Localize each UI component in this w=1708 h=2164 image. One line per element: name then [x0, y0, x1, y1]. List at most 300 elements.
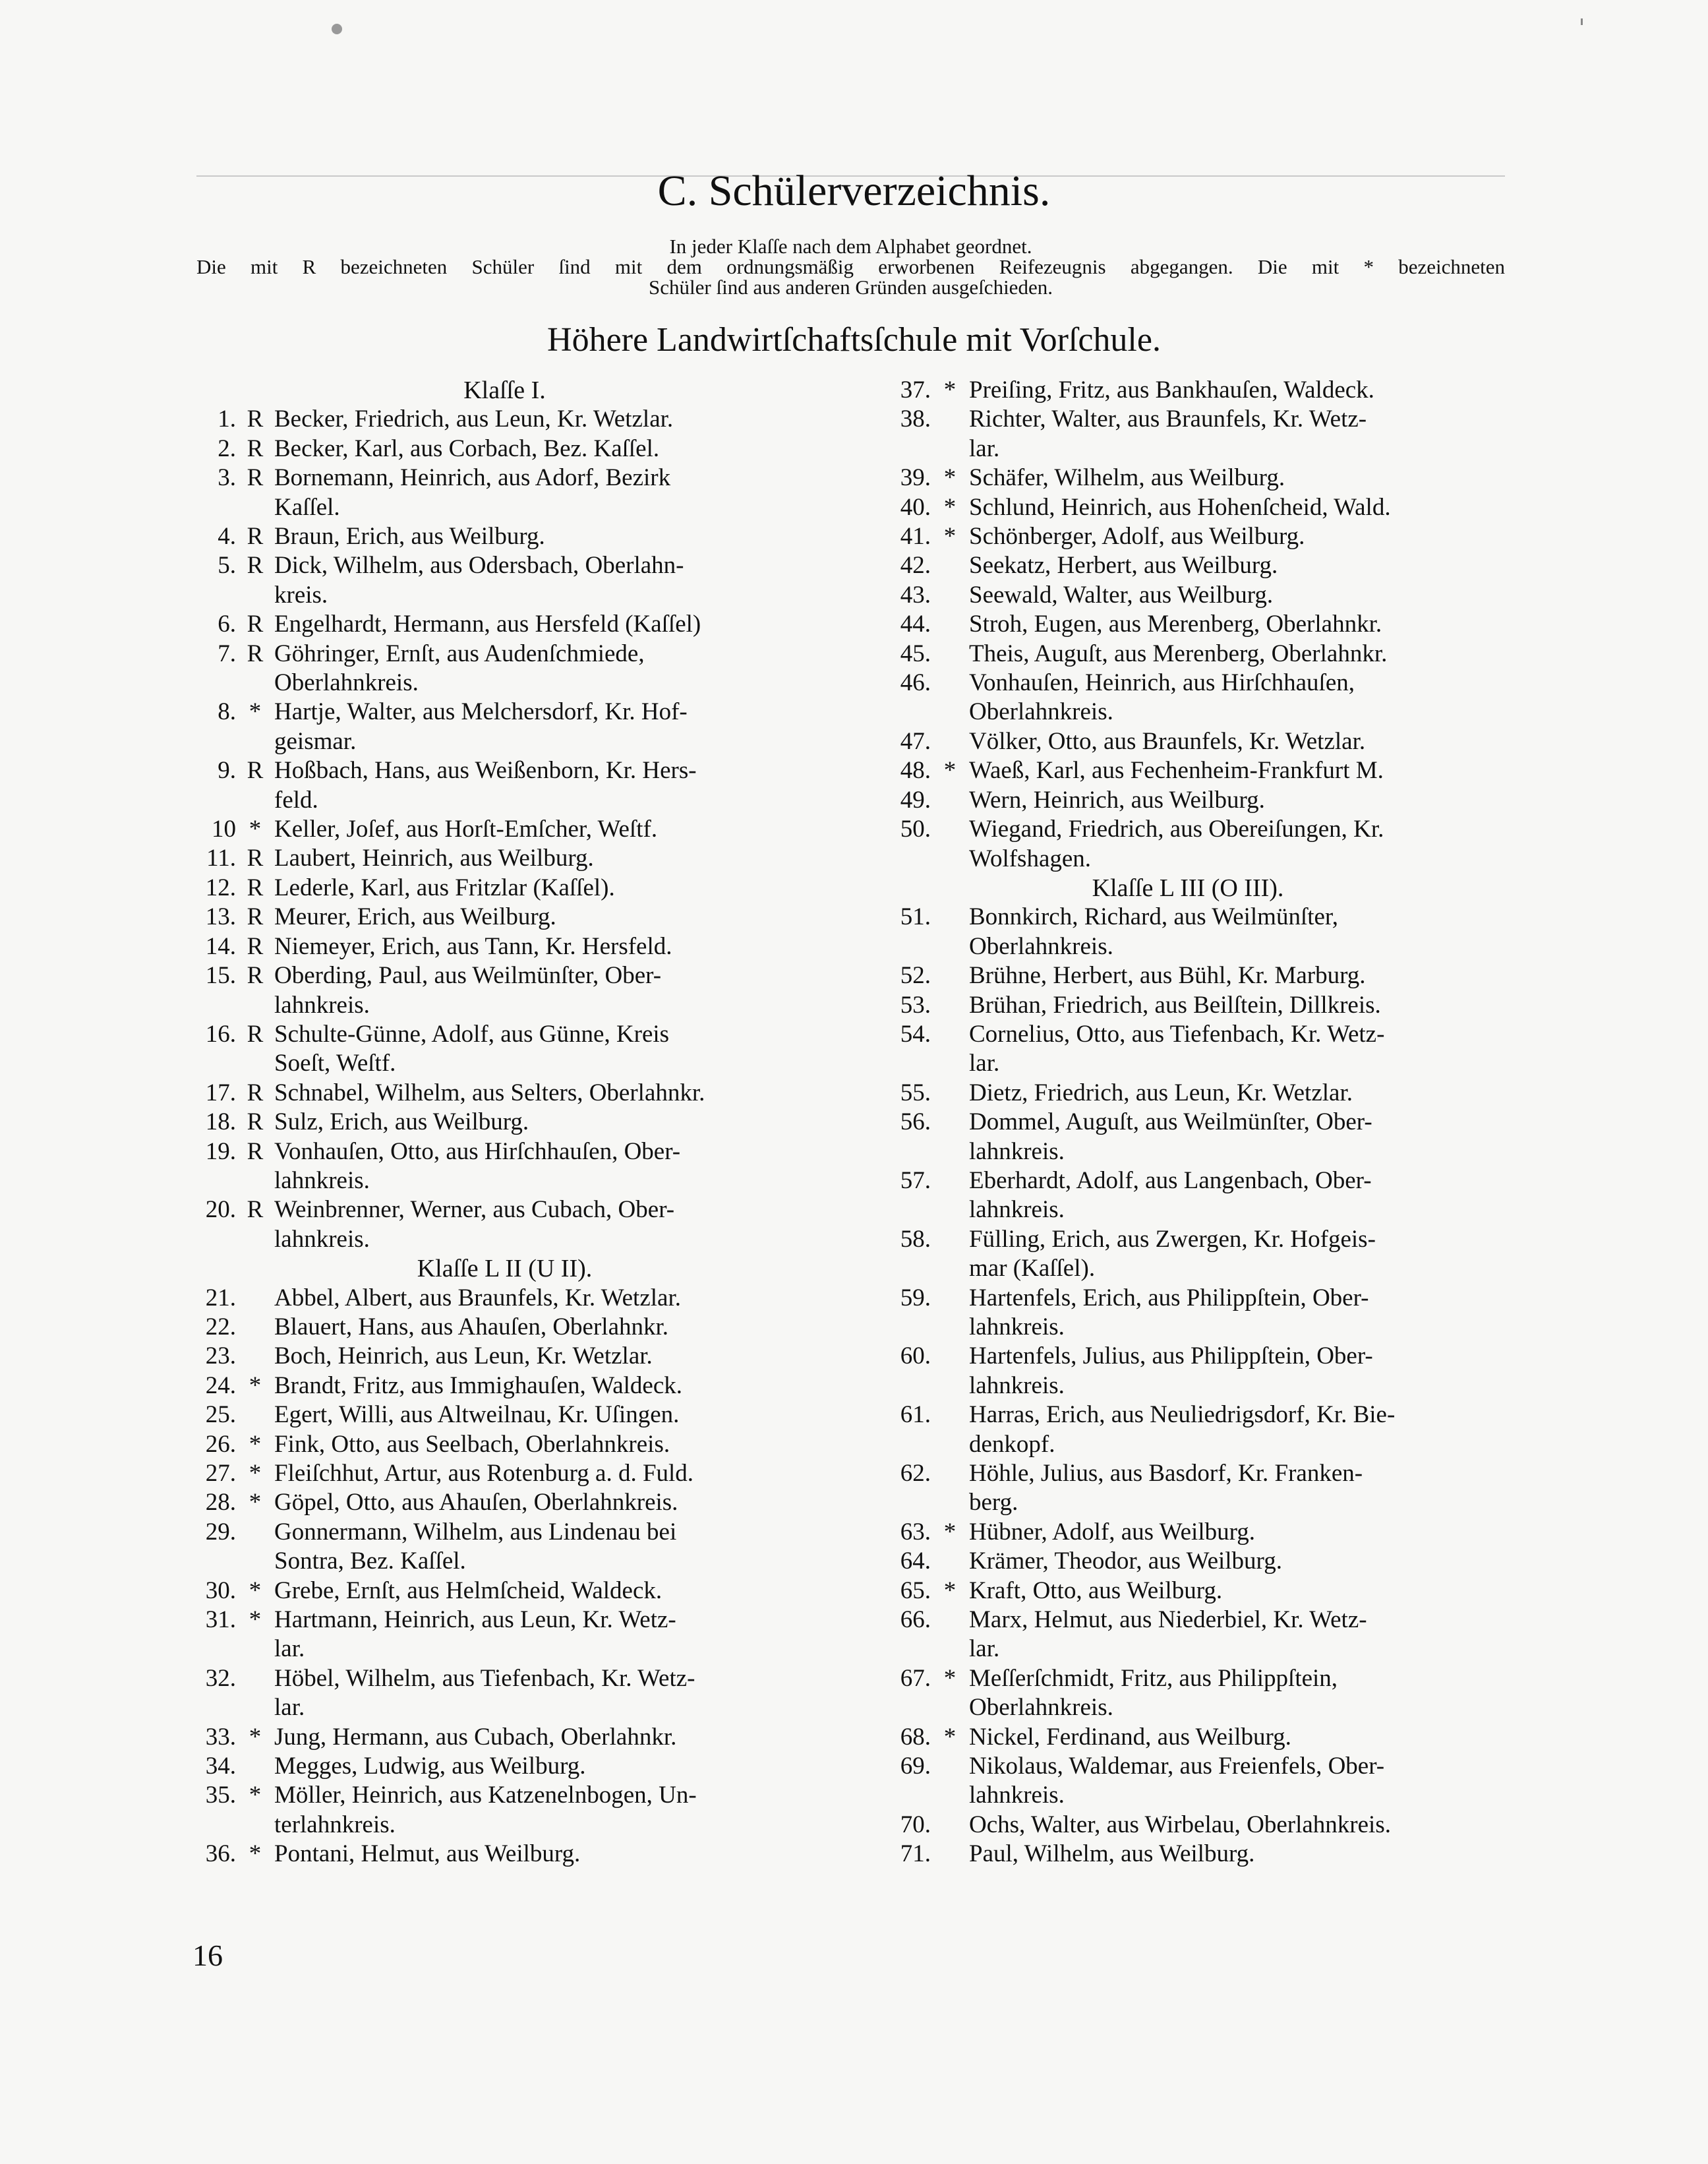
list-item [177, 698, 833, 727]
entry-text: Vonhauſen, Otto, aus Hirſchhauſen, Ober- [274, 1137, 681, 1165]
entry-number: 60. [900, 1342, 931, 1370]
entry-text: Dick, Wilhelm, aus Odersbach, Oberlahn- [274, 552, 684, 580]
entry-number [871, 845, 931, 874]
list-item [177, 669, 833, 698]
entry-number: 21. [205, 1284, 236, 1311]
entry-text: Schlund, Heinrich, aus Hohenſcheid, Wald. [969, 493, 1391, 521]
intro-note [196, 236, 1505, 297]
entry-number [177, 1635, 236, 1664]
list-item [871, 1195, 1504, 1224]
entry-text: Boch, Heinrich, aus Leun, Kr. Wetzlar. [274, 1342, 653, 1370]
entry-text: Schnabel, Wilhelm, aus Selters, Oberlahnkr. [274, 1079, 705, 1106]
list-item [871, 405, 1504, 434]
entry-number: 47. [900, 727, 931, 755]
list-item [177, 581, 833, 610]
entry-text: Megges, Ludwig, aus Weilburg. [274, 1753, 586, 1780]
list-item [871, 1313, 1504, 1342]
entry-mark: R [247, 845, 264, 872]
entry-number [177, 1049, 236, 1078]
entry-mark [931, 1547, 969, 1576]
entry-mark [931, 1752, 969, 1781]
entry-number: 22. [205, 1313, 236, 1340]
entry-number [177, 669, 236, 698]
entry-number: 41. [900, 523, 931, 551]
entry-mark [931, 1195, 969, 1224]
list-item [871, 815, 1504, 844]
entry-mark [931, 1488, 969, 1517]
entry-mark: * [943, 1664, 957, 1692]
entry-number: 39. [900, 464, 931, 492]
entry-mark [236, 1284, 274, 1313]
entry-mark [931, 1606, 969, 1635]
list-item [871, 1488, 1504, 1517]
entry-text: lahnkreis. [274, 1225, 370, 1253]
entry-number: 51. [900, 903, 931, 931]
entry-number: 2. [218, 435, 236, 462]
entry-number: 16. [205, 1020, 236, 1048]
entry-text: Vonhauſen, Heinrich, aus Hirſchhauſen, [969, 669, 1355, 697]
entry-text: lahnkreis. [969, 1313, 1065, 1340]
entry-text: Göpel, Otto, aus Ahauſen, Oberlahnkreis. [274, 1489, 678, 1517]
entry-mark: * [249, 1840, 262, 1868]
list-item [177, 1313, 833, 1342]
list-item [871, 903, 1504, 932]
list-item [177, 1547, 833, 1576]
entry-number: 38. [900, 406, 931, 433]
entry-text: Hoßbach, Hans, aus Weißenborn, Kr. Hers- [274, 757, 697, 785]
entry-text: Fink, Otto, aus Seelbach, Oberlahnkreis. [274, 1430, 670, 1458]
entry-number [177, 1811, 236, 1840]
entry-mark [931, 1459, 969, 1488]
entry-mark [236, 669, 274, 698]
entry-number: 18. [205, 1108, 236, 1136]
list-item [177, 991, 833, 1020]
entry-text: Dommel, Auguſt, aus Weilmünſter, Ober- [969, 1108, 1372, 1136]
list-item [177, 1488, 833, 1517]
entry-number: 43. [900, 581, 931, 609]
entry-mark [931, 1430, 969, 1459]
list-item [871, 640, 1504, 669]
entry-number: 15. [205, 962, 236, 990]
list-item [177, 815, 833, 844]
entry-number: 20. [205, 1196, 236, 1224]
entry-mark [931, 1840, 969, 1869]
entry-mark [931, 991, 969, 1020]
entry-number [177, 991, 236, 1020]
entry-mark [931, 1693, 969, 1722]
entry-text: Höbel, Wilhelm, aus Tiefenbach, Kr. Wetz- [274, 1664, 695, 1692]
entry-mark [236, 1166, 274, 1195]
entry-number [871, 1371, 931, 1400]
entry-text: Becker, Friedrich, aus Leun, Kr. Wetzlar. [274, 406, 674, 433]
entry-text: berg. [969, 1489, 1018, 1517]
entry-mark: * [249, 816, 262, 843]
entry-mark: * [249, 1606, 262, 1634]
entry-number: 29. [205, 1518, 236, 1546]
list-item [871, 1166, 1504, 1195]
list-item [871, 698, 1504, 727]
entry-number: 66. [900, 1606, 931, 1634]
entry-number [177, 493, 236, 522]
right-column [871, 376, 1504, 1869]
entry-mark: R [247, 406, 264, 433]
entry-mark [931, 1342, 969, 1371]
entry-mark: R [247, 1108, 264, 1136]
entry-text: Höhle, Julius, aus Basdorf, Kr. Franken- [969, 1460, 1363, 1488]
list-item [871, 581, 1504, 610]
list-item [177, 1195, 833, 1224]
entry-mark: R [247, 903, 264, 931]
entry-mark: R [247, 1079, 264, 1106]
left-column [177, 376, 833, 1869]
entry-text: geismar. [274, 727, 357, 755]
entry-mark [931, 1400, 969, 1429]
entry-mark [931, 1811, 969, 1840]
entry-mark [236, 786, 274, 815]
entry-mark [236, 1547, 274, 1576]
entry-text: Sulz, Erich, aus Weilburg. [274, 1108, 529, 1136]
list-item [177, 1108, 833, 1137]
entry-text: Lederle, Karl, aus Fritzlar (Kaſſel). [274, 874, 615, 901]
list-item [177, 932, 833, 961]
list-item [177, 1137, 833, 1166]
entry-number [871, 1430, 931, 1459]
entry-mark: R [247, 932, 264, 960]
entry-mark: R [247, 611, 264, 638]
list-item [177, 464, 833, 493]
list-item [177, 1342, 833, 1371]
list-item [871, 932, 1504, 961]
entry-mark [931, 1225, 969, 1254]
entry-mark: R [247, 1137, 264, 1165]
list-item [871, 786, 1504, 815]
entry-mark: * [249, 1460, 262, 1487]
entry-text: Hübner, Adolf, aus Weilburg. [969, 1518, 1256, 1546]
entry-number: 44. [900, 611, 931, 638]
list-item [871, 1606, 1504, 1635]
entry-number: 19. [205, 1137, 236, 1165]
entry-mark [236, 1664, 274, 1693]
list-item [871, 1781, 1504, 1810]
entry-number: 36. [205, 1840, 236, 1868]
entry-mark: * [249, 1723, 262, 1751]
list-item [177, 1811, 833, 1840]
list-item [177, 903, 833, 932]
entry-number: 58. [900, 1225, 931, 1253]
entry-number: 46. [900, 669, 931, 697]
entry-number: 53. [900, 991, 931, 1019]
entry-number: 55. [900, 1079, 931, 1106]
list-item [871, 522, 1504, 551]
list-item [871, 1752, 1504, 1781]
entry-mark: * [943, 464, 957, 492]
list-item [871, 727, 1504, 756]
entry-text: Laubert, Heinrich, aus Weilburg. [274, 845, 594, 872]
entry-number: 12. [205, 874, 236, 901]
entry-text: denkopf. [969, 1430, 1055, 1458]
entry-text: Egert, Willi, aus Altweilnau, Kr. Uſingen. [274, 1401, 680, 1429]
entry-text: Sontra, Bez. Kaſſel. [274, 1548, 466, 1575]
entry-text: Bornemann, Heinrich, aus Adorf, Bezirk [274, 464, 671, 492]
entry-mark [236, 1811, 274, 1840]
entry-text: Nickel, Ferdinand, aus Weilburg. [969, 1723, 1291, 1751]
list-item [871, 1547, 1504, 1576]
entry-number: 27. [205, 1460, 236, 1487]
page-number: 16 [192, 1939, 223, 1972]
entry-mark [931, 1254, 969, 1283]
entry-text: Nikolaus, Waldemar, aus Freienfels, Ober- [969, 1753, 1385, 1780]
entry-text: Brandt, Fritz, aus Immighauſen, Waldeck. [274, 1371, 683, 1399]
entry-mark: R [247, 757, 264, 785]
entry-mark [931, 551, 969, 580]
entry-number: 24. [205, 1371, 236, 1399]
list-item [871, 756, 1504, 785]
entry-mark [236, 1049, 274, 1078]
entry-number: 4. [218, 523, 236, 551]
entry-text: Möller, Heinrich, aus Katzenelnbogen, Un- [274, 1782, 697, 1809]
entry-text: lahnkreis. [969, 1782, 1065, 1809]
entry-text: Richter, Walter, aus Braunfels, Kr. Wetz- [969, 406, 1367, 433]
entry-number [871, 1635, 931, 1664]
entry-text: Kaſſel. [274, 493, 340, 521]
entry-number: 57. [900, 1166, 931, 1194]
entry-text: Jung, Hermann, aus Cubach, Oberlahnkr. [274, 1723, 677, 1751]
list-item [177, 435, 833, 464]
entry-text: lar. [969, 1635, 1000, 1663]
entry-mark [931, 1284, 969, 1313]
entry-number [871, 698, 931, 727]
list-item [871, 1811, 1504, 1840]
entry-number: 23. [205, 1342, 236, 1370]
entry-text: Harras, Erich, aus Neuliedrigsdorf, Kr. Bie- [969, 1401, 1396, 1429]
entry-text: Ochs, Walter, aus Wirbelau, Oberlahnkreis. [969, 1811, 1391, 1838]
entry-number: 33. [205, 1723, 236, 1751]
entry-text: Gonnermann, Wilhelm, aus Lindenau bei [274, 1518, 677, 1546]
entry-mark [236, 1693, 274, 1722]
entry-number [177, 786, 236, 815]
list-item [177, 1371, 833, 1400]
list-item [871, 1137, 1504, 1166]
entry-mark: R [247, 523, 264, 551]
entry-text: lar. [274, 1694, 305, 1722]
entry-text: Stroh, Eugen, aus Merenberg, Oberlahnkr. [969, 611, 1382, 638]
entry-mark [931, 669, 969, 698]
entry-number [871, 1693, 931, 1722]
entry-text: Grebe, Ernſt, aus Helmſcheid, Waldeck. [274, 1577, 663, 1604]
entry-text: Weinbrenner, Werner, aus Cubach, Ober- [274, 1196, 675, 1224]
entry-mark: R [247, 874, 264, 901]
list-item [177, 1079, 833, 1108]
entry-mark [931, 1108, 969, 1137]
entry-number [871, 1049, 931, 1078]
entry-text: Oberlahnkreis. [274, 669, 419, 697]
entry-number: 54. [900, 1020, 931, 1048]
entry-number: 26. [205, 1430, 236, 1458]
entry-text: Kraft, Otto, aus Weilburg. [969, 1577, 1223, 1604]
entry-mark [236, 493, 274, 522]
entry-mark: * [249, 1430, 262, 1458]
list-item [177, 874, 833, 903]
list-item [177, 1459, 833, 1488]
entry-number: 42. [900, 552, 931, 580]
entry-text: Marx, Helmut, aus Niederbiel, Kr. Wetz- [969, 1606, 1367, 1634]
entry-number: 14. [205, 932, 236, 960]
entry-number: 49. [900, 786, 931, 814]
entry-number: 69. [900, 1753, 931, 1780]
list-item [871, 1371, 1504, 1400]
entry-number [871, 1137, 931, 1166]
entry-text: Fülling, Erich, aus Zwergen, Kr. Hofgeis- [969, 1225, 1376, 1253]
entry-mark [931, 1371, 969, 1400]
entry-text: Seekatz, Herbert, aus Weilburg. [969, 552, 1278, 580]
list-item [871, 1020, 1504, 1049]
list-item [177, 1430, 833, 1459]
entry-mark [236, 1342, 274, 1371]
entry-text: Meſſerſchmidt, Fritz, aus Philippſtein, [969, 1664, 1338, 1692]
list-item [871, 1723, 1504, 1752]
entry-mark [931, 815, 969, 844]
list-item [177, 522, 833, 551]
entry-mark: * [943, 493, 957, 521]
entry-number: 6. [218, 611, 236, 638]
entry-text: Soeſt, Weſtf. [274, 1050, 396, 1077]
entry-mark [236, 1635, 274, 1664]
entry-text: mar (Kaſſel). [969, 1255, 1096, 1282]
list-item [871, 435, 1504, 464]
list-item [871, 961, 1504, 990]
entry-mark: * [943, 1723, 957, 1751]
entry-text: terlahnkreis. [274, 1811, 396, 1838]
entry-mark [931, 435, 969, 464]
entry-mark: * [249, 1782, 262, 1809]
entry-number: 28. [205, 1489, 236, 1517]
entry-number [177, 1547, 236, 1576]
entry-text: Braun, Erich, aus Weilburg. [274, 523, 545, 551]
entry-number [871, 932, 931, 961]
entry-mark: R [247, 640, 264, 667]
list-item [871, 464, 1504, 493]
entry-number: 1. [218, 406, 236, 433]
entry-text: Oberlahnkreis. [969, 932, 1113, 960]
entry-text: Becker, Karl, aus Corbach, Bez. Kaſſel. [274, 435, 660, 462]
entry-number: 48. [900, 757, 931, 785]
entry-mark [236, 1313, 274, 1342]
entry-text: lahnkreis. [969, 1196, 1065, 1224]
scan-speck [332, 24, 342, 34]
entry-text: Wern, Heinrich, aus Weilburg. [969, 786, 1265, 814]
entry-number [871, 435, 931, 464]
entry-text: Wiegand, Friedrich, aus Obereiſungen, Kr. [969, 816, 1384, 843]
entry-text: Hartenfels, Erich, aus Philippſtein, Ober- [969, 1284, 1369, 1311]
entry-text: Schäfer, Wilhelm, aus Weilburg. [969, 464, 1285, 492]
class-heading: Klaſſe L II (U II). [417, 1255, 593, 1283]
entry-text: Bonnkirch, Richard, aus Weilmünſter, [969, 903, 1339, 931]
list-item [177, 1577, 833, 1606]
entry-number: 31. [205, 1606, 236, 1634]
entry-text: kreis. [274, 581, 328, 609]
scan-mark [1581, 18, 1583, 25]
entry-mark [931, 1166, 969, 1195]
list-item [177, 961, 833, 990]
list-item [177, 610, 833, 639]
entry-number: 70. [900, 1811, 931, 1838]
entry-text: Abbel, Albert, aus Braunfels, Kr. Wetzlar. [274, 1284, 681, 1311]
list-item [177, 1840, 833, 1869]
list-item [871, 1079, 1504, 1108]
entry-number [871, 1488, 931, 1517]
entry-text: lahnkreis. [969, 1137, 1065, 1165]
entry-number [177, 1166, 236, 1195]
entry-number: 67. [900, 1664, 931, 1692]
list-item [871, 1225, 1504, 1254]
entry-mark: * [249, 1371, 262, 1399]
entry-mark [931, 903, 969, 932]
entry-number [177, 727, 236, 756]
entry-mark [931, 786, 969, 815]
entry-number: 37. [900, 376, 931, 404]
entry-number [871, 1195, 931, 1224]
entry-mark [931, 1635, 969, 1664]
entry-text: lahnkreis. [969, 1371, 1065, 1399]
entry-number: 65. [900, 1577, 931, 1604]
list-item [871, 376, 1504, 405]
entry-text: Brühne, Herbert, aus Bühl, Kr. Marburg. [969, 962, 1366, 990]
entry-mark: R [247, 1196, 264, 1224]
entry-number: 56. [900, 1108, 931, 1136]
entry-mark: R [247, 1020, 264, 1048]
list-item [871, 1342, 1504, 1371]
entry-text: Niemeyer, Erich, aus Tann, Kr. Hersfeld. [274, 932, 672, 960]
entry-number: 7. [218, 640, 236, 667]
entry-number: 71. [900, 1840, 931, 1868]
list-item [177, 405, 833, 434]
entry-number: 52. [900, 962, 931, 990]
entry-number [177, 1225, 236, 1254]
entry-number: 3. [218, 464, 236, 492]
entry-text: Krämer, Theodor, aus Weilburg. [969, 1548, 1282, 1575]
entry-text: Hartje, Walter, aus Melchersdorf, Kr. Hof- [274, 698, 688, 726]
entry-mark [931, 932, 969, 961]
entry-text: Cornelius, Otto, aus Tiefenbach, Kr. Wetz- [969, 1020, 1385, 1048]
entry-mark: * [943, 376, 957, 404]
entry-mark: * [943, 523, 957, 551]
entry-number [871, 1254, 931, 1283]
list-item [871, 1049, 1504, 1078]
entry-number: 40. [900, 493, 931, 521]
entry-number: 63. [900, 1518, 931, 1546]
entry-text: Eberhardt, Adolf, aus Langenbach, Ober- [969, 1166, 1372, 1194]
entry-text: lar. [969, 1050, 1000, 1077]
entry-mark: R [247, 435, 264, 462]
list-item [871, 1430, 1504, 1459]
entry-text: Paul, Wilhelm, aus Weilburg. [969, 1840, 1255, 1868]
entry-text: lahnkreis. [274, 1166, 370, 1194]
list-item [177, 1400, 833, 1429]
entry-number: 13. [205, 903, 236, 931]
entry-text: Preiſing, Fritz, aus Bankhauſen, Waldeck. [969, 376, 1374, 404]
list-item [177, 1752, 833, 1781]
list-item [177, 640, 833, 669]
entry-text: Hartenfels, Julius, aus Philippſtein, Ober- [969, 1342, 1373, 1370]
entry-mark [931, 1313, 969, 1342]
list-item [177, 1606, 833, 1635]
list-item [871, 845, 1504, 874]
entry-mark [236, 727, 274, 756]
entry-number: 5. [218, 552, 236, 580]
list-item [871, 610, 1504, 639]
school-heading: Höhere Landwirtſchaftsſchule mit Vorſchule. [547, 321, 1161, 359]
entry-number: 32. [205, 1664, 236, 1692]
